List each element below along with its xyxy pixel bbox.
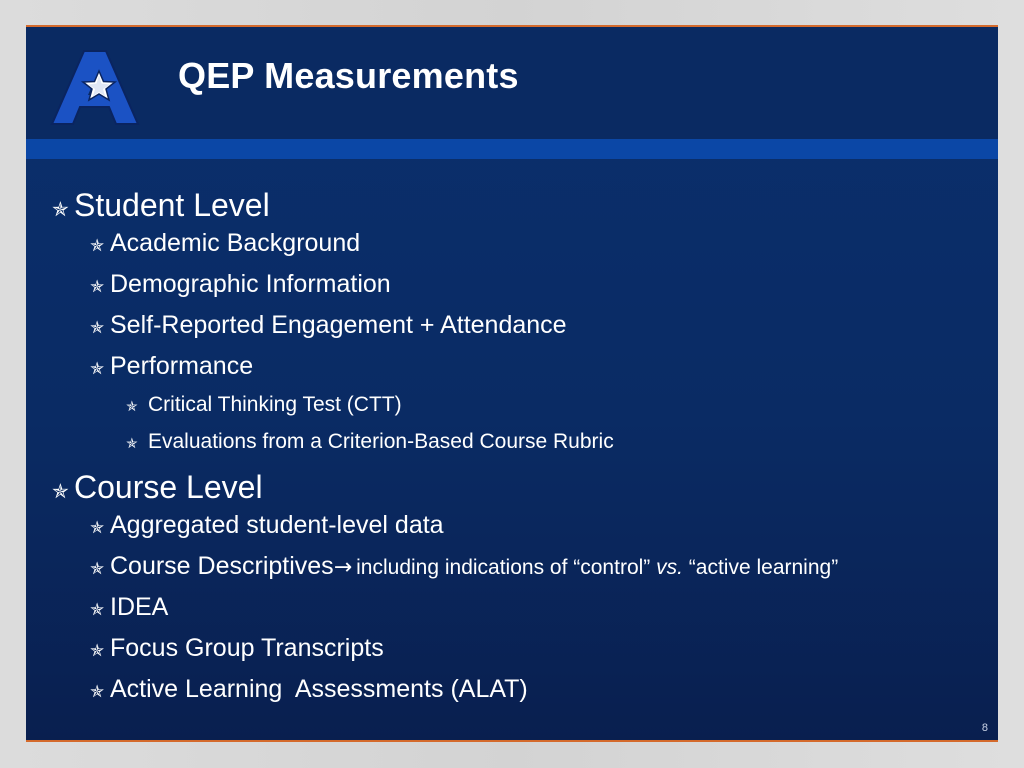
bullet-list xyxy=(46,187,986,716)
star-bullet-icon: ✯ xyxy=(90,518,105,538)
star-bullet-icon: ✯ xyxy=(90,682,105,702)
star-bullet-icon: ✯ xyxy=(90,318,105,338)
star-bullet-icon: ✯ xyxy=(90,600,105,620)
list-item-label: Focus Group Transcripts xyxy=(110,634,384,662)
list-item xyxy=(46,634,986,675)
list-item xyxy=(46,511,986,552)
list-item xyxy=(46,270,986,311)
university-logo xyxy=(44,45,148,127)
note-text-end: “active learning” xyxy=(682,556,839,579)
list-item-label: Demographic Information xyxy=(110,270,391,298)
list-item xyxy=(46,229,986,270)
star-bullet-icon: ✯ xyxy=(90,359,105,379)
star-bullet-icon: ✯ xyxy=(90,277,105,297)
list-item xyxy=(46,675,986,716)
slide-number: 8 xyxy=(981,722,988,734)
list-item-label: Course Descriptives xyxy=(110,552,334,580)
list-item-label: Academic Background xyxy=(110,229,361,257)
slide-title: QEP Measurements xyxy=(178,55,519,96)
list-item xyxy=(46,352,986,393)
star-bullet-icon: ✯ xyxy=(90,641,105,661)
section-course-level xyxy=(46,469,986,511)
list-item-course-descriptives xyxy=(46,552,986,593)
star-bullet-icon: ✯ xyxy=(126,399,138,415)
star-bullet-icon: ✯ xyxy=(126,436,138,452)
list-item-label: Aggregated student-level data xyxy=(110,511,444,539)
section-student-level xyxy=(46,187,986,229)
sub-list-item-label: Evaluations from a Criterion-Based Course Rubric xyxy=(148,430,614,453)
star-bullet-icon: ✯ xyxy=(52,479,69,503)
note-text: including indications of “control” xyxy=(356,556,657,579)
section-label: Student Level xyxy=(74,187,270,223)
star-bullet-icon: ✯ xyxy=(90,559,105,579)
star-bullet-icon: ✯ xyxy=(52,197,69,221)
star-bullet-icon: ✯ xyxy=(90,236,105,256)
list-item-label: Self-Reported Engagement + Attendance xyxy=(110,311,567,339)
list-item-label: Performance xyxy=(110,352,254,380)
section-label: Course Level xyxy=(74,469,263,505)
sub-list-item xyxy=(46,430,986,467)
sub-list-item xyxy=(46,393,986,430)
right-arrow-icon: → xyxy=(333,555,353,580)
list-item-label: IDEA xyxy=(110,593,169,621)
sub-list-item-label: Critical Thinking Test (CTT) xyxy=(148,393,402,416)
list-item xyxy=(46,593,986,634)
blue-stripe xyxy=(26,139,998,159)
list-item-label: Active Learning Assessments (ALAT) xyxy=(110,675,528,703)
list-item xyxy=(46,311,986,352)
slide xyxy=(26,25,998,742)
note-italic: vs. xyxy=(656,556,683,579)
list-item-note xyxy=(356,556,838,580)
